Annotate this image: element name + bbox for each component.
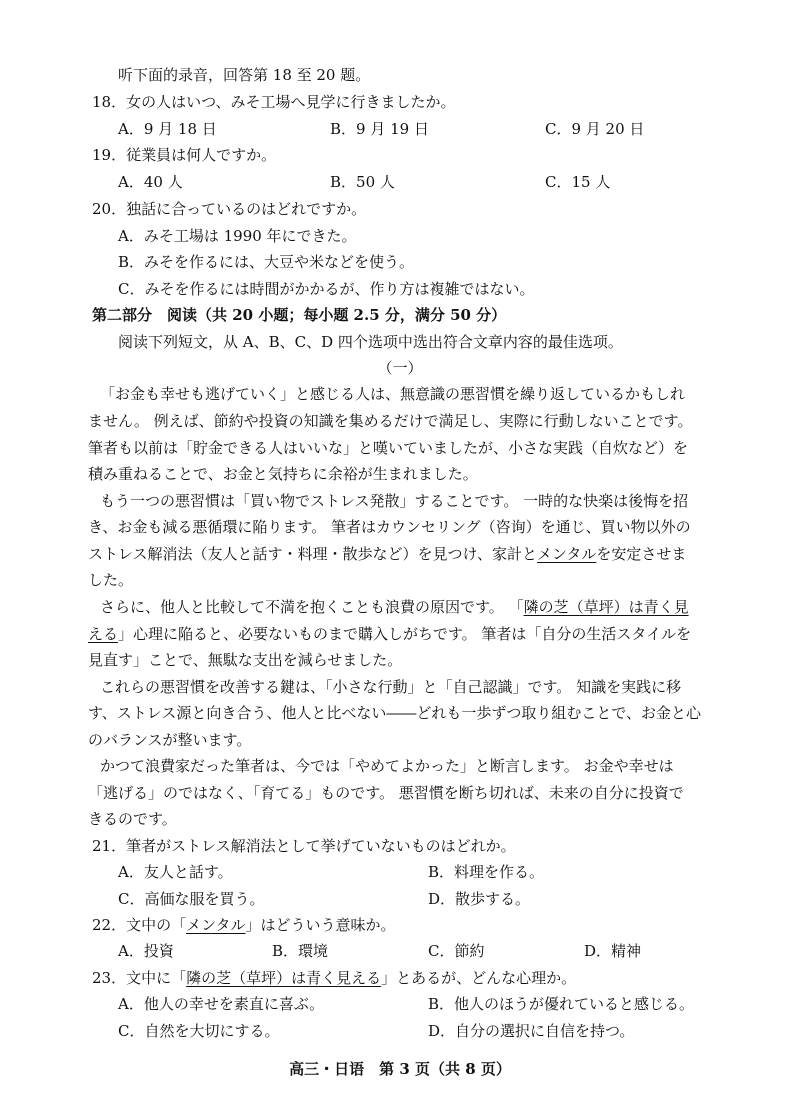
text-segment: ストレス解消法（友人と話す・料理・散歩など）を見つけ、家計と [88, 545, 537, 563]
underlined-phrase: える [88, 625, 119, 643]
listening-intro: 听下面的录音，回答第 18 至 20 题。 [118, 66, 371, 84]
question-20 [92, 198, 800, 220]
text-segment: 」とあるが、どんな心理か。 [381, 969, 577, 987]
option-b: B．料理を作る。 [428, 863, 545, 881]
option-b: B．みそを作るには、大豆や米などを使う。 [118, 253, 415, 271]
option-a: A．投資 [118, 942, 174, 960]
passage-line [88, 543, 800, 565]
part2-heading: 第二部分 阅读（共 20 小题；每小题 2.5 分，满分 50 分） [92, 306, 507, 324]
underlined-phrase: 隣の芝（草坪）は青く見 [523, 598, 689, 616]
text-segment: 」心理に陥ると、必要ないものまで購入しがちです。 筆者は「自分の生活スタイルを [118, 625, 692, 643]
underlined-phrase: 隣の芝（草坪）は青く見える [186, 969, 382, 987]
question-text: 女の人はいつ、みそ工場へ見学に行きましたか。 [126, 93, 456, 111]
passage-line [100, 596, 800, 618]
question-number: 19． [92, 146, 127, 164]
question-number: 23． [92, 969, 127, 987]
passage-line: 見直す」ことで、無駄な支出を減らせました。 [88, 651, 403, 669]
passage-line [88, 623, 800, 645]
question-text: 独話に合っているのはどれですか。 [126, 200, 367, 218]
option-c: C．15 人 [545, 173, 611, 191]
page-footer: 高三・日语 第 3 页（共 8 页） [289, 1060, 511, 1078]
question-23 [92, 967, 800, 989]
option-c: C．自然を大切にする。 [118, 1022, 280, 1040]
question-number: 21． [92, 837, 127, 855]
option-a: A．友人と話す。 [118, 863, 233, 881]
text-segment: 文中の「 [126, 916, 187, 934]
passage-number: （一） [377, 359, 423, 377]
option-a: A．他人の幸せを素直に喜ぶ。 [118, 995, 325, 1013]
option-d: D．散歩する。 [428, 890, 531, 908]
text-segment: 」はどういう意味か。 [245, 916, 396, 934]
option-b: B．9 月 19 日 [330, 120, 429, 138]
passage-line: かつて浪費家だった筆者は、今では「やめてよかった」と断言します。 お金や幸せは [100, 757, 674, 775]
passage-line: した。 [88, 571, 134, 589]
option-a: A．9 月 18 日 [118, 120, 217, 138]
passage-line: きるのです。 [88, 810, 177, 828]
part2-instruction: 阅读下列短文，从 A、B、C、D 四个选项中选出符合文章内容的最佳选项。 [118, 333, 623, 351]
underlined-term-mental: メンタル [536, 545, 597, 563]
text-segment: さらに、他人と比較して不満を抱くことも浪費の原因です。 「 [100, 598, 524, 616]
passage-line: 「逃げる」のではなく、「育てる」ものです。 悪習慣を断ち切れば、未来の自分に投資で [88, 784, 684, 802]
question-number: 22． [92, 916, 127, 934]
option-a: A．40 人 [118, 173, 183, 191]
option-d: D．自分の選択に自信を持つ。 [428, 1022, 635, 1040]
question-number: 20． [92, 200, 127, 218]
passage-line: これらの悪習慣を改善する鍵は、「小さな行動」と「自己認識」です。 知識を実践に移 [100, 678, 682, 696]
passage-line: 「お金も幸せも逃げていく」と感じる人は、無意識の悪習慣を繰り返しているかもしれ [100, 385, 686, 403]
passage-line: ません。 例えば、節約や投資の知識を集めるだけで満足し、実際に行動しないことです。 [88, 412, 693, 430]
passage-line: もう一つの悪習慣は「買い物でストレス発散」することです。 一時的な快楽は後悔を招 [100, 492, 689, 510]
text-segment: を安定させま [596, 545, 687, 563]
underlined-term-mental: メンタル [186, 916, 246, 934]
option-b: B．他人のほうが優れていると感じる。 [428, 995, 695, 1013]
option-b: B．50 人 [330, 173, 395, 191]
question-text: 従業員は何人ですか。 [126, 146, 277, 164]
question-text: 筆者がストレス解消法として挙げていないものはどれか。 [126, 837, 516, 855]
question-number: 18． [92, 93, 127, 111]
passage-line: き、お金も減る悪循環に陥ります。 筆者はカウンセリング（咨询）を通じ、買い物以外の [88, 518, 691, 536]
option-c: C．9 月 20 日 [545, 120, 645, 138]
option-c: C．高価な服を買う。 [118, 890, 265, 908]
option-b: B．環境 [272, 942, 329, 960]
text-segment: 文中に「 [126, 969, 187, 987]
option-a: A．みそ工場は 1990 年にできた。 [118, 227, 357, 245]
option-c: C．節約 [428, 942, 485, 960]
question-18 [92, 91, 800, 113]
passage-line: 筆者も以前は「貯金できる人はいいな」と嘆いていましたが、小さな実践（自炊など）を [88, 439, 689, 457]
question-21 [92, 835, 800, 857]
passage-line: 積み重ねることで、お金と気持ちに余裕が生まれました。 [88, 465, 478, 483]
question-19 [92, 144, 800, 166]
option-c: C．みそを作るには時間がかかるが、作り方は複雑ではない。 [118, 280, 535, 298]
option-d: D．精神 [584, 942, 642, 960]
question-22 [92, 914, 800, 936]
passage-line: のバランスが整います。 [88, 731, 252, 749]
passage-line: す、ストレス源と向き合う、他人と比べない――どれも一歩ずつ取り組むことで、お金と心 [88, 704, 702, 722]
